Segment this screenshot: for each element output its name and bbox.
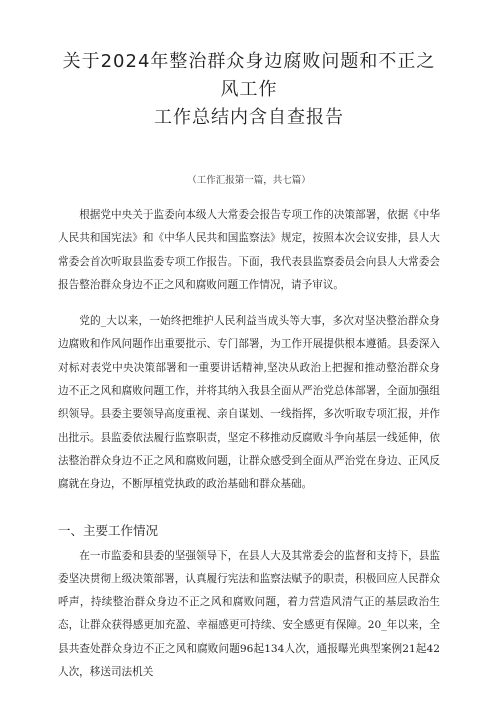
document-title [58,0,440,132]
body-paragraph-1: 根据党中央关于监委向本级人大常委会报告专项工作的决策部署，依据《中华人民共和国宪法》和《中华人民共和国监察法》规定，按照本次会议安排，县人大常委会首次听取县监委专项工作报告。下面，我代表县监察委员会向县人大常委会报告整治群众身边不正之风和腐败问题工作情况，请予审议。 [58,209,440,291]
document-subtitle: （工作汇报第一篇，共七篇） [187,175,311,186]
body-paragraph-2: 党的_大以来，一始终把维护人民利益当成头等大事，多次对坚决整治群众身边腐败和作风问题作出重要批示、专门部署，为工作开展提供根本遵循。县委深入对标对表党中央决策部署和一重要讲话精神,坚决从政治上把握和推动整治群众身边不正之风和腐败问题工作，并将其纳入我县全面从严治党总体部署，全面加强组织领导。县委主要领导高度重视、亲自谋划、一线指挥，多次听取专项汇报，并作出批示。县监委依法履行监察职责，坚定不移推动反腐败斗争向基层一线延伸，依法整治群众身边不正之风和腐败问题，让群众感受到全面从严治党在身边、正风反腐就在身边，不断厚植党执政的政治基础和群众基础。 [58,315,440,491]
document-title-line-2: 工作总结内含自查报告 [154,107,344,128]
section-heading-1: 一、主要工作情况 [58,522,159,538]
section-1-paragraph-1: 在一市监委和县委的坚强领导下，在县人大及其常委会的监督和支持下，县监委坚决贯彻上级决策部署，认真履行宪法和监察法赋予的职责，积极回应人民群众呼声，持续整治群众身边不正之风和腐败问题，着力营造风清气正的基层政治生态，让群众获得感更加充盈、幸福感更可持续、安全感更有保障。20_年以来，全县共查处群众身边不正之风和腐败问题96起134人次，通报曝光典型案例21起42人次，移送司法机关 [58,549,440,679]
document-title-line-1: 关于2024年整治群众身边腐败问题和不正之风工作 [62,51,436,100]
